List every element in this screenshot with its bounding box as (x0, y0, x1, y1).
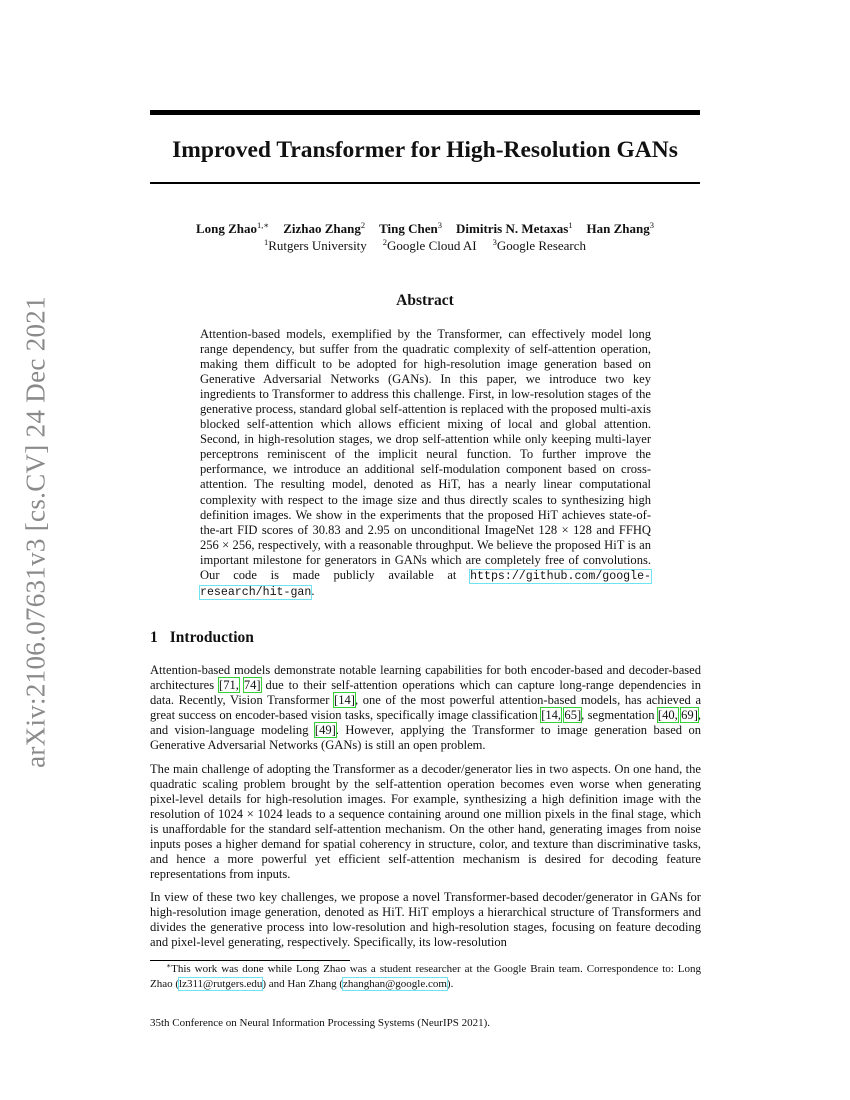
author-name: Han Zhang (586, 221, 650, 236)
author-name: Dimitris N. Metaxas (456, 221, 569, 236)
citation-link[interactable]: [14, (541, 708, 562, 723)
citation-link[interactable]: [49] (314, 723, 336, 738)
author-affiliation-mark: 2 (360, 220, 366, 230)
citation-link[interactable]: 69] (681, 708, 698, 723)
author-affiliation-mark: 1 (568, 220, 573, 230)
intro-paragraph-1 (150, 663, 701, 753)
footnote-text: This work was done while Long Zhao was a student researcher at the Google Brain team. Correspondence to: Long Zhao ( (150, 963, 701, 990)
author-affiliation-mark: 3 (649, 220, 655, 230)
affiliation-3 (493, 238, 586, 253)
author-name: Ting Chen (379, 221, 438, 236)
citation-link[interactable]: 74] (243, 678, 261, 693)
author-affiliation-mark: 1,∗ (257, 220, 270, 230)
footnote-text: ). (446, 977, 454, 990)
citation-link[interactable]: [40, (657, 708, 678, 723)
author-2 (283, 221, 365, 236)
author-name: Zizhao Zhang (283, 221, 361, 236)
author-4 (456, 221, 573, 236)
footnote-rule (150, 960, 350, 961)
paragraph-text: Attention-based models demonstrate notable learning capabilities for both encoder-based and decoder-based architectures (150, 663, 701, 693)
paragraph-text: due to their self-attention operations which can capture long-range dependencies in data. Recently, Vision Transformer (150, 678, 702, 708)
author-1 (196, 221, 269, 236)
citation-link[interactable]: 65] (564, 708, 582, 723)
section-heading-introduction (150, 629, 254, 647)
footnote-text: ) and Han Zhang ( (262, 977, 343, 990)
affiliation-1 (264, 238, 367, 253)
affiliation-list (150, 237, 700, 254)
code-repository-link[interactable]: https://github.com/google-research/hit-gan (200, 569, 651, 599)
section-number: 1 (150, 629, 158, 646)
abstract-text: Attention-based models, exemplified by the Transformer, can effectively model long range dependency, but suffer from the quadratic complexity of self-attention operation, making them difficult to be adopted for high-resolution image generation based on Generative Adversarial Networks (GANs). In this paper, we introduce two key ingredients to Transformer to address this challenge. First, in low-resolution stages of the generative process, standard global self-attention is replaced with the proposed multi-axis blocked self-attention which allows efficient mixing of local and global attention. Second, in high-resolution stages, we drop self-attention while only keeping multi-layer perceptrons reminiscent of the implicit neural function. To further improve the performance, we introduce an additional self-modulation component based on cross-attention. The resulting model, denoted as HiT, has a nearly linear computational complexity with respect to the image size and thus directly scales to synthesizing high definition images. We show in the experiments that the proposed HiT achieves state-of-the-art FID scores of 30.83 and 2.95 on unconditional ImageNet 128 × 128 and FFHQ 256 × 256, respectively, with a reasonable throughput. We believe the proposed HiT is an important milestone for generators in GANs which are completely free of convolutions. Our code is made publicly available at (200, 327, 651, 582)
author-list (150, 220, 700, 237)
abstract-body (200, 327, 651, 600)
affiliation-name: Google Research (496, 238, 587, 253)
paragraph-text: , and vision-language modeling (150, 708, 702, 738)
affiliation-2 (383, 238, 477, 253)
author-3 (379, 221, 442, 236)
arxiv-identifier-text[interactable]: arXiv:2106.07631v3 [cs.CV] 24 Dec 2021 (20, 296, 51, 768)
paragraph-text: , segmentation (581, 708, 658, 723)
citation-link[interactable]: [71, (219, 678, 239, 693)
title-top-rule (150, 110, 700, 115)
paragraph-text: . However, applying the Transformer to image generation based on Generative Adversarial Networks (GANs) is still an open problem. (150, 723, 701, 753)
abstract-end: . (311, 583, 315, 598)
paper-title: Improved Transformer for High-Resolution GANs (172, 137, 678, 163)
affiliation-mark: 1 (263, 237, 269, 247)
intro-paragraph-2: The main challenge of adopting the Transformer as a decoder/generator lies in two aspects. On one hand, the quadratic scaling problem brought by the self-attention operation becomes even worse when generating pixel-level details for high-resolution images. For example, synthesizing a high definition image with the resolution of 1024 × 1024 leads to a sequence containing around one million pixels in the final stage, which is unaffordable for the standard self-attention mechanism. On the other hand, generating images from noise inputs poses a higher demand for spatial coherency in structure, color, and texture than discriminative tasks, and hence a more powerful yet efficient self-attention mechanism is desired for decoding feature representations from inputs. (150, 762, 701, 882)
email-link-han-zhang[interactable]: zhanghan@google.com (343, 977, 447, 990)
venue-note: 35th Conference on Neural Information Processing Systems (NeurIPS 2021). (150, 1017, 491, 1029)
email-link-long-zhao[interactable]: lz311@rutgers.edu (179, 977, 263, 990)
author-affiliation-mark: 3 (437, 220, 443, 230)
section-title: Introduction (169, 629, 254, 646)
author-name: Long Zhao (195, 221, 258, 236)
paragraph-text: , one of the most powerful attention-based models, has achieved a great success on encoder-based vision tasks, specifically image classification (150, 693, 702, 723)
footnote-mark: ∗ (166, 961, 172, 970)
footnote (150, 962, 701, 991)
affiliation-name: Rutgers University (268, 238, 367, 253)
affiliation-mark: 3 (492, 237, 497, 247)
author-5 (587, 221, 654, 236)
citation-link[interactable]: [14] (334, 693, 355, 708)
affiliation-mark: 2 (382, 237, 388, 247)
affiliation-name: Google Cloud AI (387, 238, 477, 253)
intro-paragraph-3: In view of these two key challenges, we propose a novel Transformer-based decoder/generator in GANs for high-resolution image generation, denoted as HiT. HiT employs a hierarchical structure of Transformers and divides the generative process into low-resolution and high-resolution stages, focusing on feature decoding and pixel-level generating, respectively. Specifically, its low-resolution (150, 890, 701, 950)
abstract-heading: Abstract (396, 292, 454, 309)
title-bottom-rule (150, 182, 700, 184)
